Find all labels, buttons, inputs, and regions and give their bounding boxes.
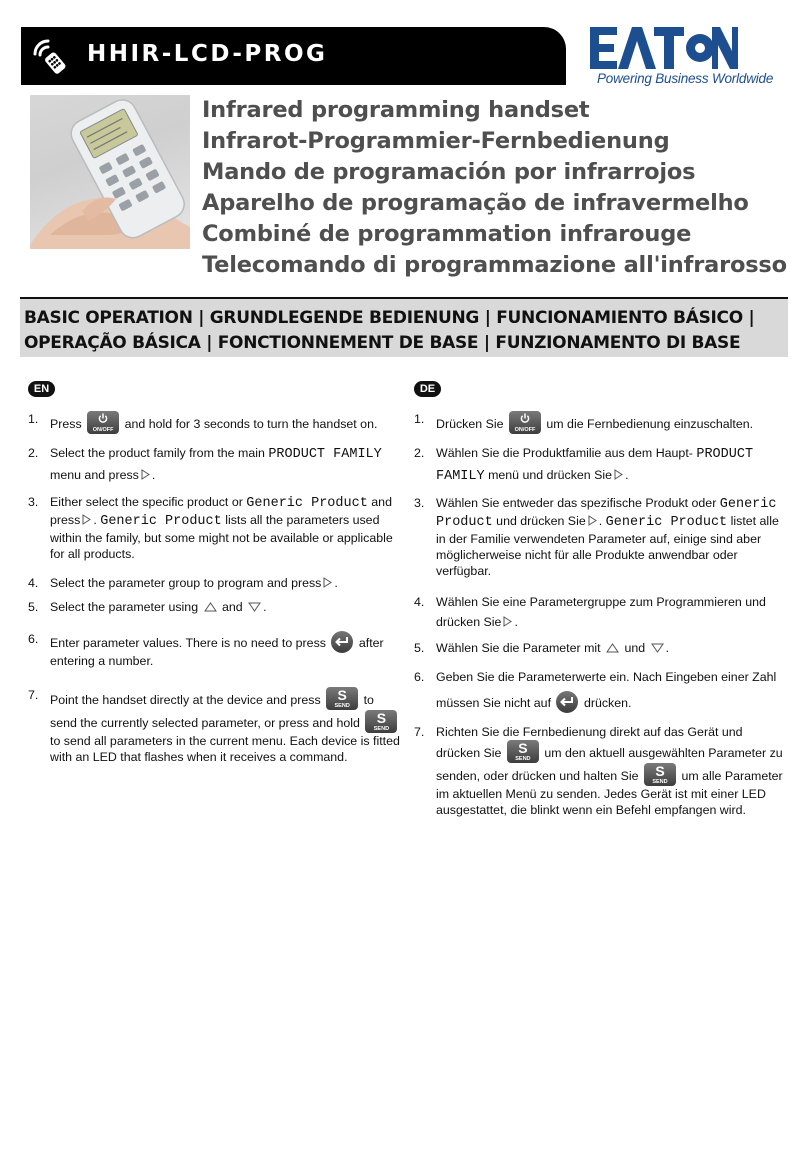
eaton-logo	[590, 27, 738, 69]
title-fr: Combiné de programmation infrarouge	[202, 221, 692, 247]
header-banner	[21, 27, 566, 85]
step-text: und	[624, 641, 646, 655]
step-text: um alle Parameter im aktuellen Menü zu senden. Jedes Gerät ist mit einer LED ausgestattet, die blinkt wenn ein Befehl empfangen wird.	[436, 769, 783, 817]
step-number: 6.	[414, 670, 425, 684]
right-arrow-icon	[503, 616, 512, 627]
step-text: menü und drücken Sie	[488, 468, 613, 482]
step-text: lists all the parameters used within the family, but some might not be available or applicable for all products.	[50, 513, 393, 561]
step-text: .	[151, 468, 156, 482]
step-number: 5.	[28, 600, 39, 614]
title-pt: Aparelho de programação de infravermelho	[202, 190, 749, 216]
step-5	[28, 599, 400, 615]
section-heading	[20, 297, 788, 357]
product-titles	[202, 95, 787, 281]
down-arrow-icon	[248, 602, 261, 612]
key-label: SEND	[334, 703, 350, 709]
step-text: Wählen Sie eine Parametergruppe zum Programmieren und drücken Sie	[436, 595, 766, 629]
step-7	[28, 687, 400, 765]
key-letter: S	[376, 710, 387, 726]
menu-code: PRODUCT FAMILY	[436, 447, 754, 484]
step-2	[28, 443, 400, 486]
step-text: .	[625, 468, 629, 482]
menu-code: Generic Product	[246, 496, 368, 511]
enter-key-icon	[556, 691, 578, 713]
step-number: 1.	[28, 412, 39, 426]
step-text: .	[334, 576, 338, 590]
title-es: Mando de programación por infrarrojos	[202, 159, 696, 185]
step-text: .	[665, 641, 670, 655]
instructions-de	[414, 411, 786, 818]
step-number: 3.	[28, 495, 39, 509]
key-label: SEND	[515, 756, 531, 762]
step-number: 2.	[414, 446, 425, 460]
step-text: after entering a number.	[50, 636, 384, 668]
step-number: 7.	[414, 725, 425, 739]
step-text: um den aktuell ausgewählten Parameter zu senden, oder drücken und halten Sie	[436, 746, 783, 783]
step-number: 4.	[414, 595, 425, 609]
step-5	[414, 640, 786, 656]
step-1	[414, 411, 786, 434]
step-7	[414, 724, 786, 818]
title-de: Infrarot-Programmier-Fernbedienung	[202, 128, 670, 154]
language-badge-en: EN	[28, 381, 55, 397]
right-arrow-icon	[141, 469, 150, 480]
step-text: and	[222, 600, 243, 614]
step-text: Press	[50, 417, 82, 431]
step-2	[414, 443, 786, 487]
brand-tagline: Powering Business Worldwide	[597, 71, 774, 86]
step-text: .	[93, 513, 97, 527]
onoff-key-icon	[509, 411, 541, 434]
step-text: und drücken Sie	[496, 514, 586, 528]
enter-key-icon	[331, 631, 353, 653]
up-arrow-icon	[606, 643, 619, 653]
key-label: SEND	[373, 726, 390, 732]
right-arrow-icon	[82, 514, 91, 525]
product-code-title: HHIR-LCD-PROG	[87, 41, 328, 67]
step-number: 5.	[414, 641, 425, 655]
step-text: and hold for 3 seconds to turn the handset on.	[124, 417, 378, 431]
step-text: .	[263, 600, 267, 614]
key-letter: S	[337, 687, 347, 703]
step-number: 6.	[28, 632, 39, 646]
step-number: 1.	[414, 412, 425, 426]
send-key-icon	[365, 710, 397, 733]
step-text: listet alle in der Familie verwendeten Parameter auf, einige sind aber möglicherweise nicht für alle Produkte anwendbar oder verfügbar.	[436, 514, 779, 578]
step-text: Enter parameter values. There is no need to press	[50, 636, 326, 650]
step-text: Select the parameter group to program and press	[50, 576, 322, 590]
up-arrow-icon	[204, 602, 217, 612]
right-arrow-icon	[588, 515, 597, 526]
key-letter: S	[518, 740, 528, 756]
step-text: Select the product family from the main	[50, 446, 265, 460]
key-label: ON/OFF	[92, 427, 114, 433]
step-text: to send the currently selected parameter, or press and hold	[50, 693, 374, 730]
step-number: 2.	[28, 446, 39, 460]
step-text: and press	[50, 495, 392, 527]
step-text: drücken.	[583, 696, 632, 710]
title-it: Telecomando di programmazione all'infrarosso	[202, 252, 787, 278]
step-3	[414, 495, 786, 579]
step-text: to send all parameters in the current menu. Each device is fitted with an LED that flashes when it receives a command.	[50, 734, 400, 764]
step-3	[28, 494, 400, 562]
step-text: menu and press	[50, 468, 139, 482]
key-label: SEND	[652, 779, 668, 785]
send-key-icon	[507, 740, 539, 763]
menu-code: Generic Product	[436, 497, 777, 530]
step-text: .	[514, 615, 518, 629]
down-arrow-icon	[651, 643, 664, 653]
send-key-icon	[644, 763, 676, 786]
right-arrow-icon	[323, 577, 332, 588]
right-arrow-icon	[614, 469, 623, 480]
language-badge-de: DE	[414, 381, 441, 397]
key-letter: S	[655, 763, 665, 779]
title-en: Infrared programming handset	[202, 97, 590, 123]
step-text: Wählen Sie die Parameter mit	[436, 641, 601, 655]
step-6	[28, 631, 400, 669]
menu-code: Generic Product	[605, 515, 728, 530]
section-heading-line-1: BASIC OPERATION | GRUNDLEGENDE BEDIENUNG | FUNCIONAMIENTO BÁSICO |	[24, 308, 755, 328]
infrared-remote-icon	[29, 36, 69, 76]
step-4	[28, 575, 400, 591]
send-key-icon	[326, 687, 358, 710]
product-photo	[30, 95, 190, 249]
step-text: Drücken Sie	[436, 417, 504, 431]
menu-code: Generic Product	[100, 514, 222, 529]
step-text: Select the parameter using	[50, 600, 199, 614]
key-label: ON/OFF	[514, 427, 536, 433]
step-number: 3.	[414, 496, 425, 510]
step-text: Geben Sie die Parameterwerte ein. Nach Eingeben einer Zahl müssen Sie nicht auf	[436, 670, 777, 710]
step-text: Either select the specific product or	[50, 495, 243, 509]
step-number: 4.	[28, 576, 39, 590]
step-number: 7.	[28, 688, 39, 702]
step-text: .	[598, 514, 603, 528]
step-text: Wählen Sie die Produktfamilie aus dem Haupt-	[436, 446, 693, 460]
step-6	[414, 664, 786, 716]
step-text: Richten Sie die Fernbedienung direkt auf das Gerät und drücken Sie	[436, 725, 743, 760]
step-text: Wählen Sie entweder das spezifische Produkt oder	[436, 496, 717, 510]
step-1	[28, 411, 400, 434]
instructions-en	[28, 411, 400, 765]
menu-code: PRODUCT FAMILY	[268, 447, 382, 462]
step-text: Point the handset directly at the device and press	[50, 693, 321, 707]
step-text: um die Fernbedienung einzuschalten.	[546, 417, 754, 431]
step-4	[414, 592, 786, 632]
section-heading-line-2: OPERAÇÃO BÁSICA | FONCTIONNEMENT DE BASE | FUNZIONAMENTO DI BASE	[24, 333, 741, 353]
onoff-key-icon	[87, 411, 119, 434]
